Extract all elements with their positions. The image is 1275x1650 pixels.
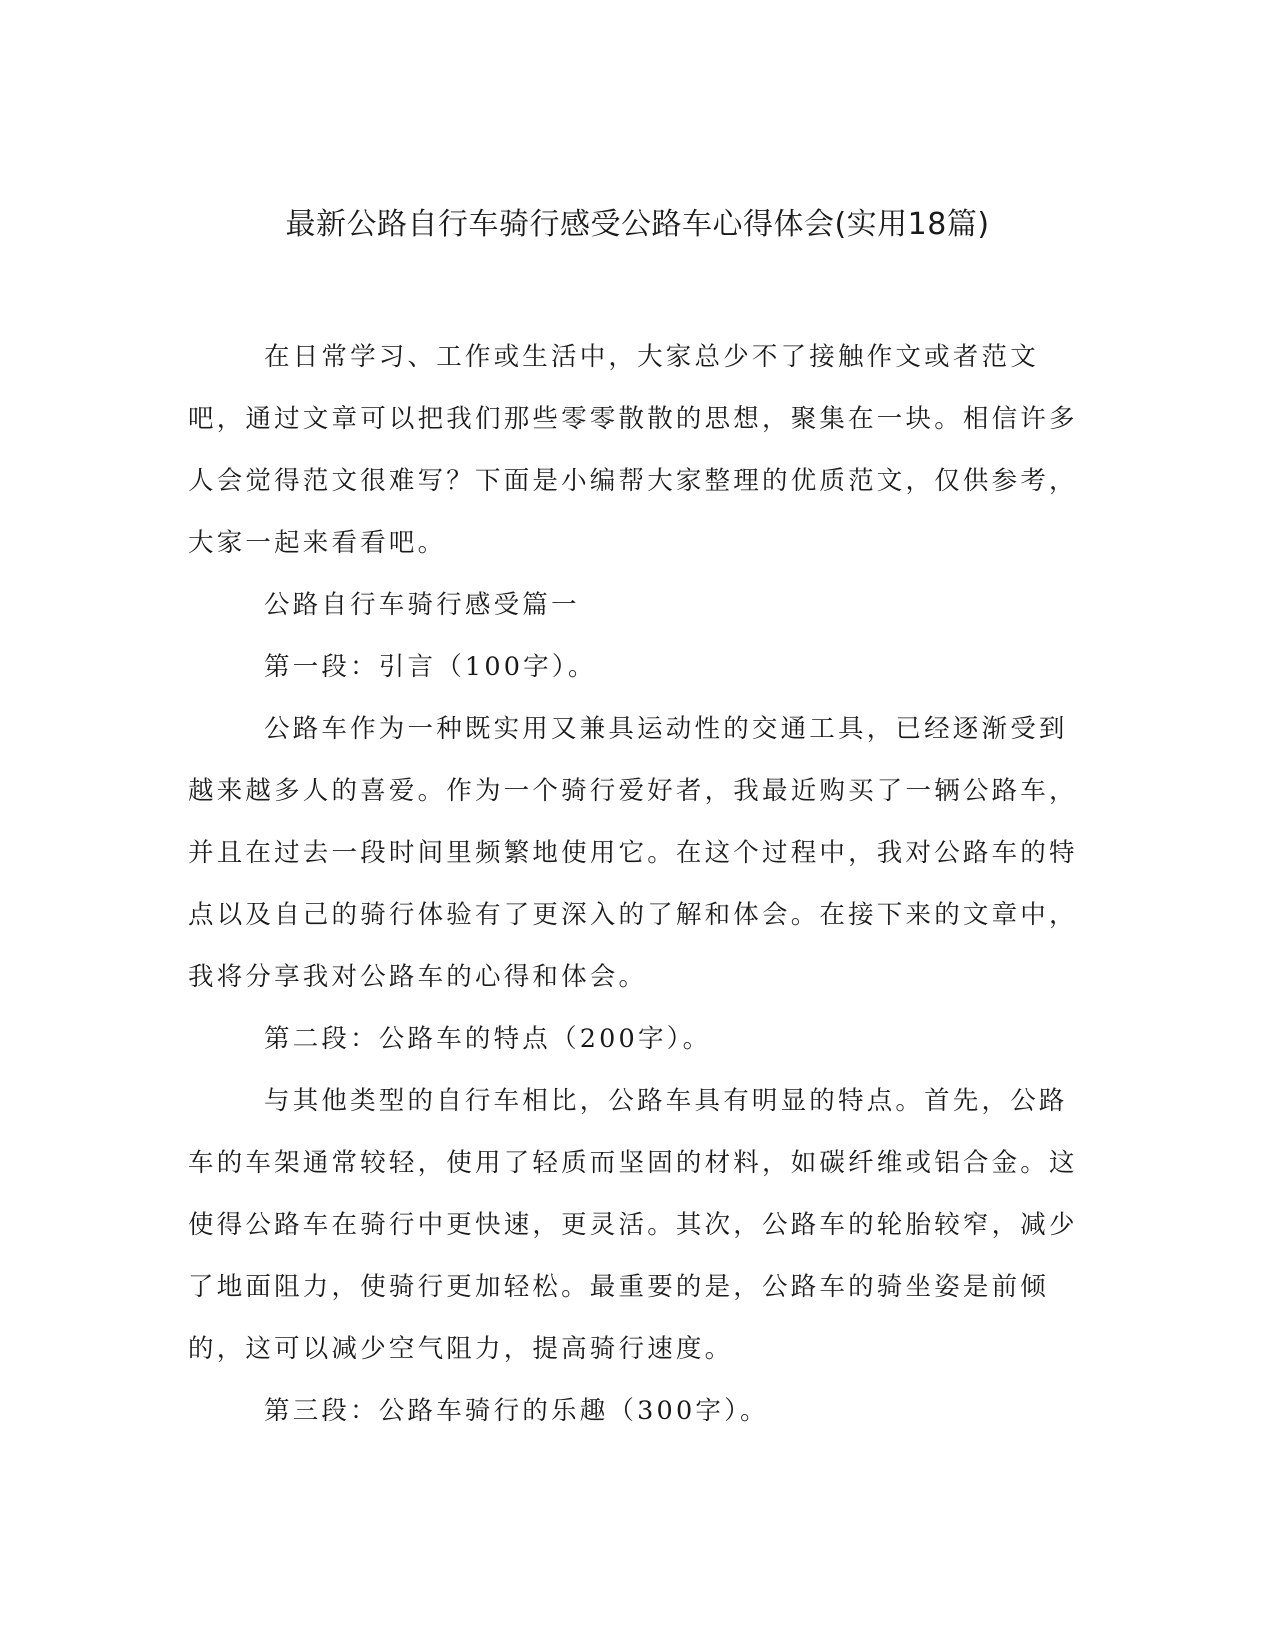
intro-body-paragraph: 公路车作为一种既实用又兼具运动性的交通工具，已经逐渐受到越来越多人的喜爱。作为一个骑行爱好者，我最近购买了一辆公路车，并且在过去一段时间里频繁地使用它。在这个过程中，我对公路车的特点以及自己的骑行体验有了更深入的了解和体会。在接下来的文章中，我将分享我对公路车的心得和体会。: [188, 714, 1078, 992]
section-heading-fun: 第三段：公路车骑行的乐趣（300字）。: [264, 1396, 769, 1426]
intro-paragraph: 在日常学习、工作或生活中，大家总少不了接触作文或者范文吧，通过文章可以把我们那些零零散散的思想，聚集在一块。相信许多人会觉得范文很难写？下面是小编帮大家整理的优质范文，仅供参考，大家一起来看看吧。: [188, 342, 1078, 558]
document-body: [188, 326, 1088, 1442]
section-heading-part-one: 公路自行车骑行感受篇一: [264, 590, 580, 620]
section-heading-intro: 第一段：引言（100字）。: [264, 652, 597, 682]
section-heading-features: 第二段：公路车的特点（200字）。: [264, 1024, 712, 1054]
document-title: 最新公路自行车骑行感受公路车心得体会(实用18篇): [285, 207, 990, 242]
features-body-paragraph: 与其他类型的自行车相比，公路车具有明显的特点。首先，公路车的车架通常较轻，使用了轻质而坚固的材料，如碳纤维或铝合金。这使得公路车在骑行中更快速，更灵活。其次，公路车的轮胎较窄，减少了地面阻力，使骑行更加轻松。最重要的是，公路车的骑坐姿是前倾的，这可以减少空气阻力，提高骑行速度。: [188, 1086, 1078, 1364]
